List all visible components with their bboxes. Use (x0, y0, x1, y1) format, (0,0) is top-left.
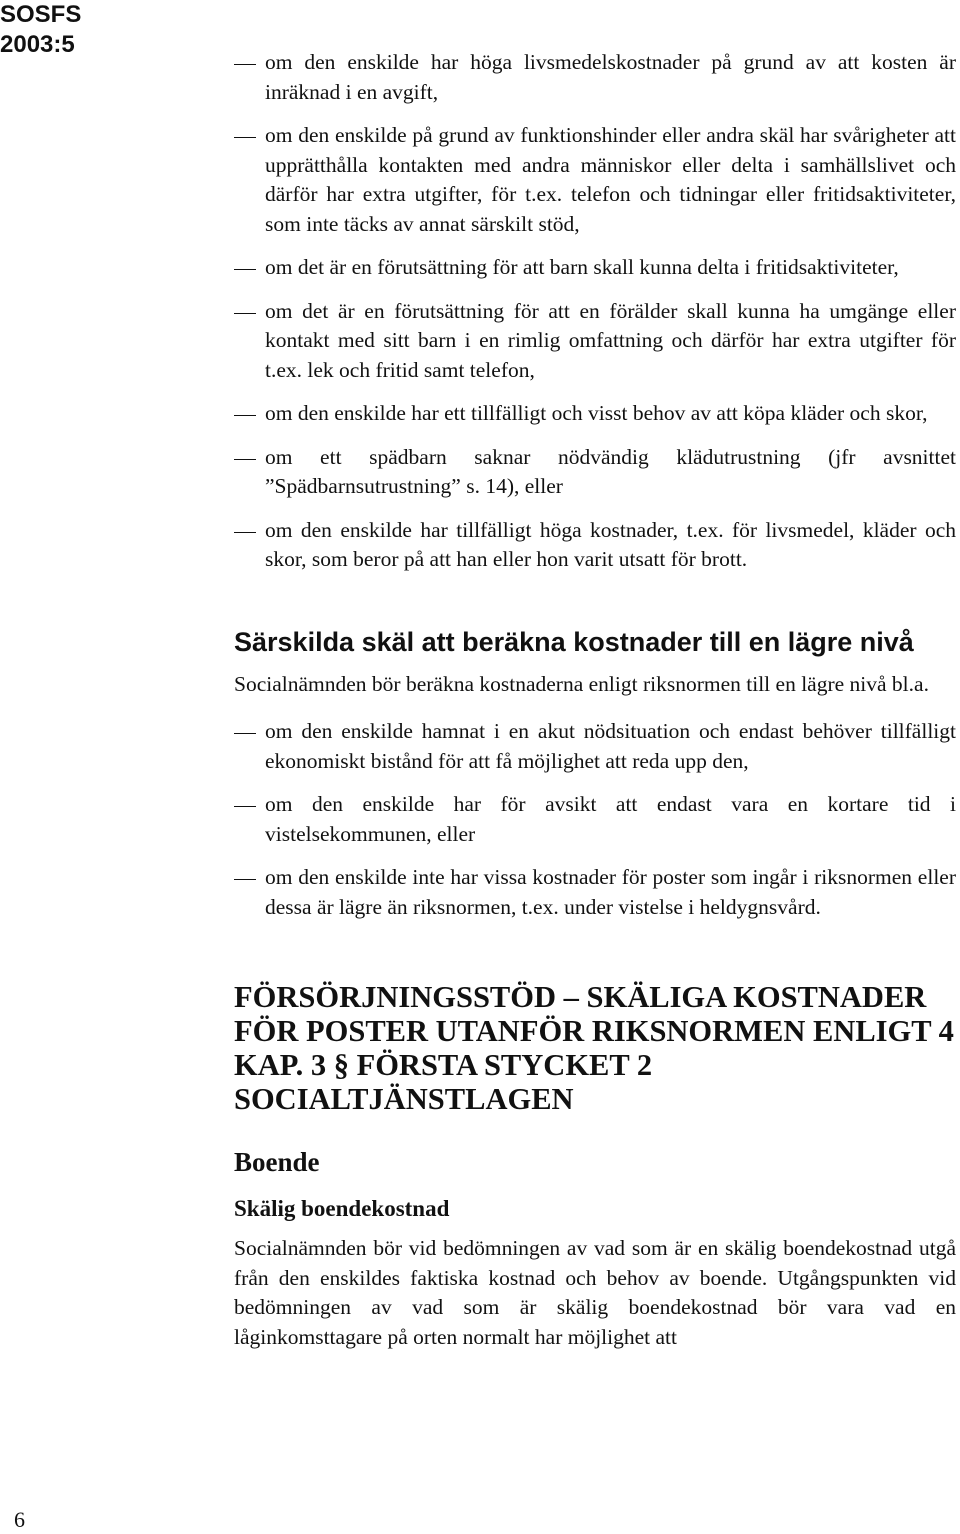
subheading-skalig-boendekostnad: Skälig boendekostnad (234, 1196, 450, 1221)
list-item-text: om den enskilde har höga livsmedelskostnader på grund av att kosten är inräknad i en avgift, (265, 50, 956, 104)
page-content (234, 48, 956, 1352)
subheading-boende: Boende (234, 1147, 320, 1177)
list-item-text: om den enskilde hamnat i en akut nödsituation och endast behöver tillfälligt ekonomiskt bistånd för att få möjlighet att reda upp den, (265, 719, 956, 773)
list-item (234, 443, 956, 502)
list-item-text: om det är en förutsättning för att en förälder skall kunna ha umgänge eller kontakt med sitt barn i en rimlig omfattning och därför har extra utgifter för t.ex. lek och fritid samt telefon, (265, 298, 956, 382)
lower-level-list (234, 717, 956, 922)
list-item (234, 48, 956, 107)
list-item (234, 717, 956, 776)
list-item-text: om det är en förutsättning för att barn skall kunna delta i fritidsaktiviteter, (265, 255, 899, 279)
list-item (234, 790, 956, 849)
section-intro: Socialnämnden bör beräkna kostnaderna enligt riksnormen till en lägre nivå bl.a. (234, 671, 929, 696)
list-item-text: om den enskilde har för avsikt att endast vara en kortare tid i vistelsekommunen, eller (265, 792, 956, 846)
list-item (234, 863, 956, 922)
list-item (234, 297, 956, 386)
page-number: 6 (14, 1507, 25, 1532)
conditions-list (234, 48, 956, 575)
series-name: SOSFS (0, 1, 82, 28)
list-item-text: om den enskilde har ett tillfälligt och visst behov av att köpa kläder och skor, (265, 401, 928, 425)
list-item-text: om den enskilde inte har vissa kostnader för poster som ingår i riksnormen eller dessa är lägre än riksnormen, t.ex. under vistelse i heldygnsvård. (265, 865, 956, 919)
list-item (234, 516, 956, 575)
list-item (234, 121, 956, 239)
list-item-text: om ett spädbarn saknar nödvändig klädutrustning (jfr avsnittet ”Spädbarnsutrustning” s. 14), eller (265, 444, 956, 498)
chapter-heading: FÖRSÖRJNINGSSTÖD – SKÄLIGA KOSTNADER FÖR POSTER UTANFÖR RIKSNORMEN ENLIGT 4 KAP. 3 § FÖRSTA STYCKET 2 SOCIALTJÄNSTLAGEN (234, 980, 954, 1116)
section-heading: Särskilda skäl att beräkna kostnader till en lägre nivå (234, 626, 914, 657)
list-item-text: om den enskilde på grund av funktionshinder eller andra skäl har svårigheter att upprätthålla kontakten med andra människor eller delta i samhällslivet och därför har extra utgifter, för t.ex. telefon och tidningar eller fritidsaktiviteter, som inte täcks av annat särskilt stöd, (265, 123, 956, 236)
body-paragraph: Socialnämnden bör vid bedömningen av vad som är en skälig boendekostnad utgå från den enskildes faktiska kostnad och behov av boende. Utgångspunkten vid bedömningen av vad som är skälig boendekostnad bör vara vad en låginkomsttagare på orten normalt har möjlighet att (234, 1236, 956, 1349)
list-item-text: om den enskilde har tillfälligt höga kostnader, t.ex. för livsmedel, kläder och skor, som beror på att han eller hon varit utsatt för brott. (265, 517, 956, 571)
document-series-label (0, 0, 81, 60)
list-item (234, 253, 956, 283)
series-number: 2003:5 (0, 31, 75, 58)
list-item (234, 399, 956, 429)
